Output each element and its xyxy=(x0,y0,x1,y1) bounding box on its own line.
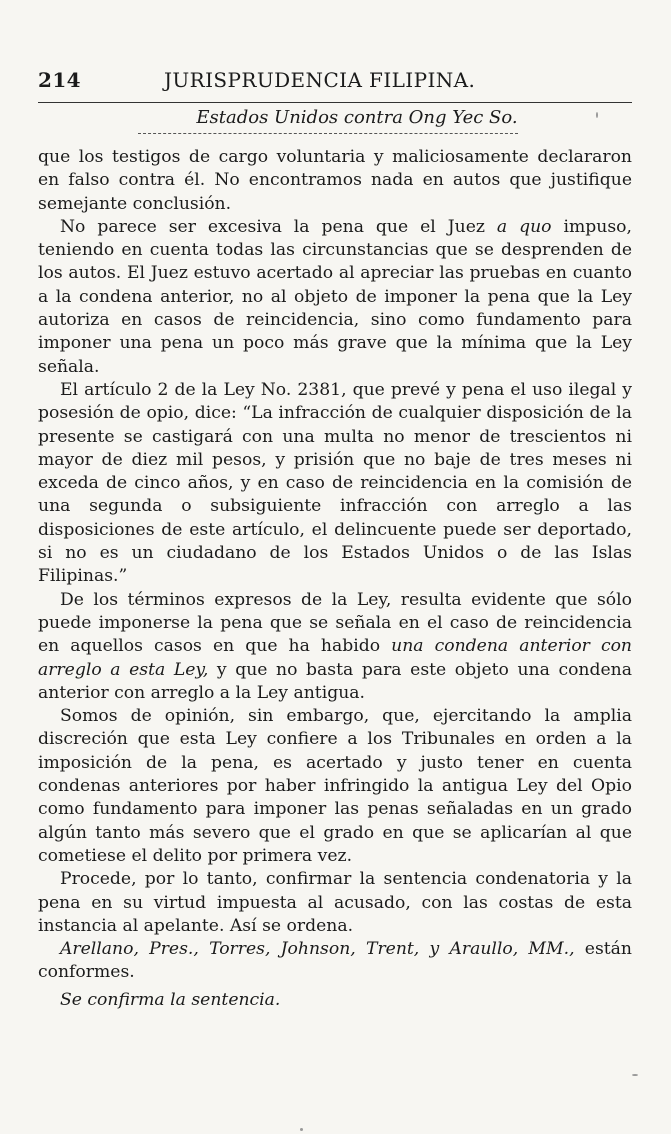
paragraph-1: que los testigos de cargo voluntaria y maliciosamente declararon en falso contra él. No encontramos nada en autos que justifique semejante conclusión. xyxy=(38,147,632,214)
paper-speck xyxy=(632,1074,638,1076)
document-page xyxy=(38,68,632,1012)
paragraph-2-start: No parece ser excesiva la pena que el Juez xyxy=(60,216,497,237)
page-number: 214 xyxy=(38,68,81,92)
emphasized-phrase: una condena anterior con arreglo a esta Ley, xyxy=(38,636,632,680)
paragraph-3: El artículo 2 de la Ley No. 2381, que prevé y pena el uso ilegal y posesión de opio, dice: “La infracción de cualquier disposición de la presente se castigará con una multa no menor de trescientos ni mayor de diez mil pesos, y prisión que no baje de tres meses ni exceda de cinco años, y en caso de reincidencia en la comisión de una segunda o subsiguiente infracción con arreglo a las disposiciones de este artículo, el delincuente puede ser deportado, si no es un ciudadano de los Estados Unidos o de las Islas Filipinas.” xyxy=(38,379,632,587)
running-title: JURISPRUDENCIA FILIPINA. xyxy=(164,68,476,92)
paragraph-6: Procede, por lo tanto, confirmar la sentencia condenatoria y la pena en su virtud impuesta al acusado, con las costas de esta instancia al apelante. Así se ordena. xyxy=(38,869,632,936)
justices-line xyxy=(38,938,632,985)
paper-speck xyxy=(300,1128,303,1131)
disposition: Se confirma la sentencia. xyxy=(60,989,281,1010)
paragraph-2 xyxy=(38,216,632,379)
paragraph-4-start: De los términos expresos de la Ley, resulta evidente que sólo puede imponerse la pena que se señala en el caso de reincidencia en aquellos casos en que ha habido xyxy=(38,589,632,657)
justices-names: Arellano, Pres., Torres, Johnson, Trent, y Araullo, MM., xyxy=(60,939,575,960)
paragraph-2-rest: impuso, teniendo en cuenta todas las circunstancias que se desprenden de los autos. El Juez estuvo acertado al apreciar las pruebas en cuanto a la condena anterior, no al objeto de imponer la pena que la Ley autoriza en casos de reincidencia, sino como fundamento para imponer una pena un poco más grave que la mínima que la Ley señala. xyxy=(38,216,632,377)
title-divider xyxy=(138,133,518,134)
concurrence: están conformes. xyxy=(38,939,632,983)
paragraph-5: Somos de opinión, sin embargo, que, ejercitando la amplia discreción que esta Ley confiere a los Tribunales en orden a la imposición de la pena, es acertado y justo tener en cuenta condenas anteriores por haber infringido la antigua Ley del Opio como fundamento para imponer las penas señaladas en un grado algún tanto más severo que el grado en que se aplicarían al que cometiese el delito por primera vez. xyxy=(38,706,632,866)
paragraph-4 xyxy=(38,589,632,705)
latin-term: a quo xyxy=(496,216,552,237)
paragraph-4-rest: y que no basta para este objeto una condena anterior con arreglo a la Ley antigua. xyxy=(38,659,632,703)
case-title: Estados Unidos contra Ong Yec So. xyxy=(196,107,518,128)
paper-speck xyxy=(596,112,598,118)
body-text xyxy=(38,146,632,1012)
page-header xyxy=(38,68,632,102)
